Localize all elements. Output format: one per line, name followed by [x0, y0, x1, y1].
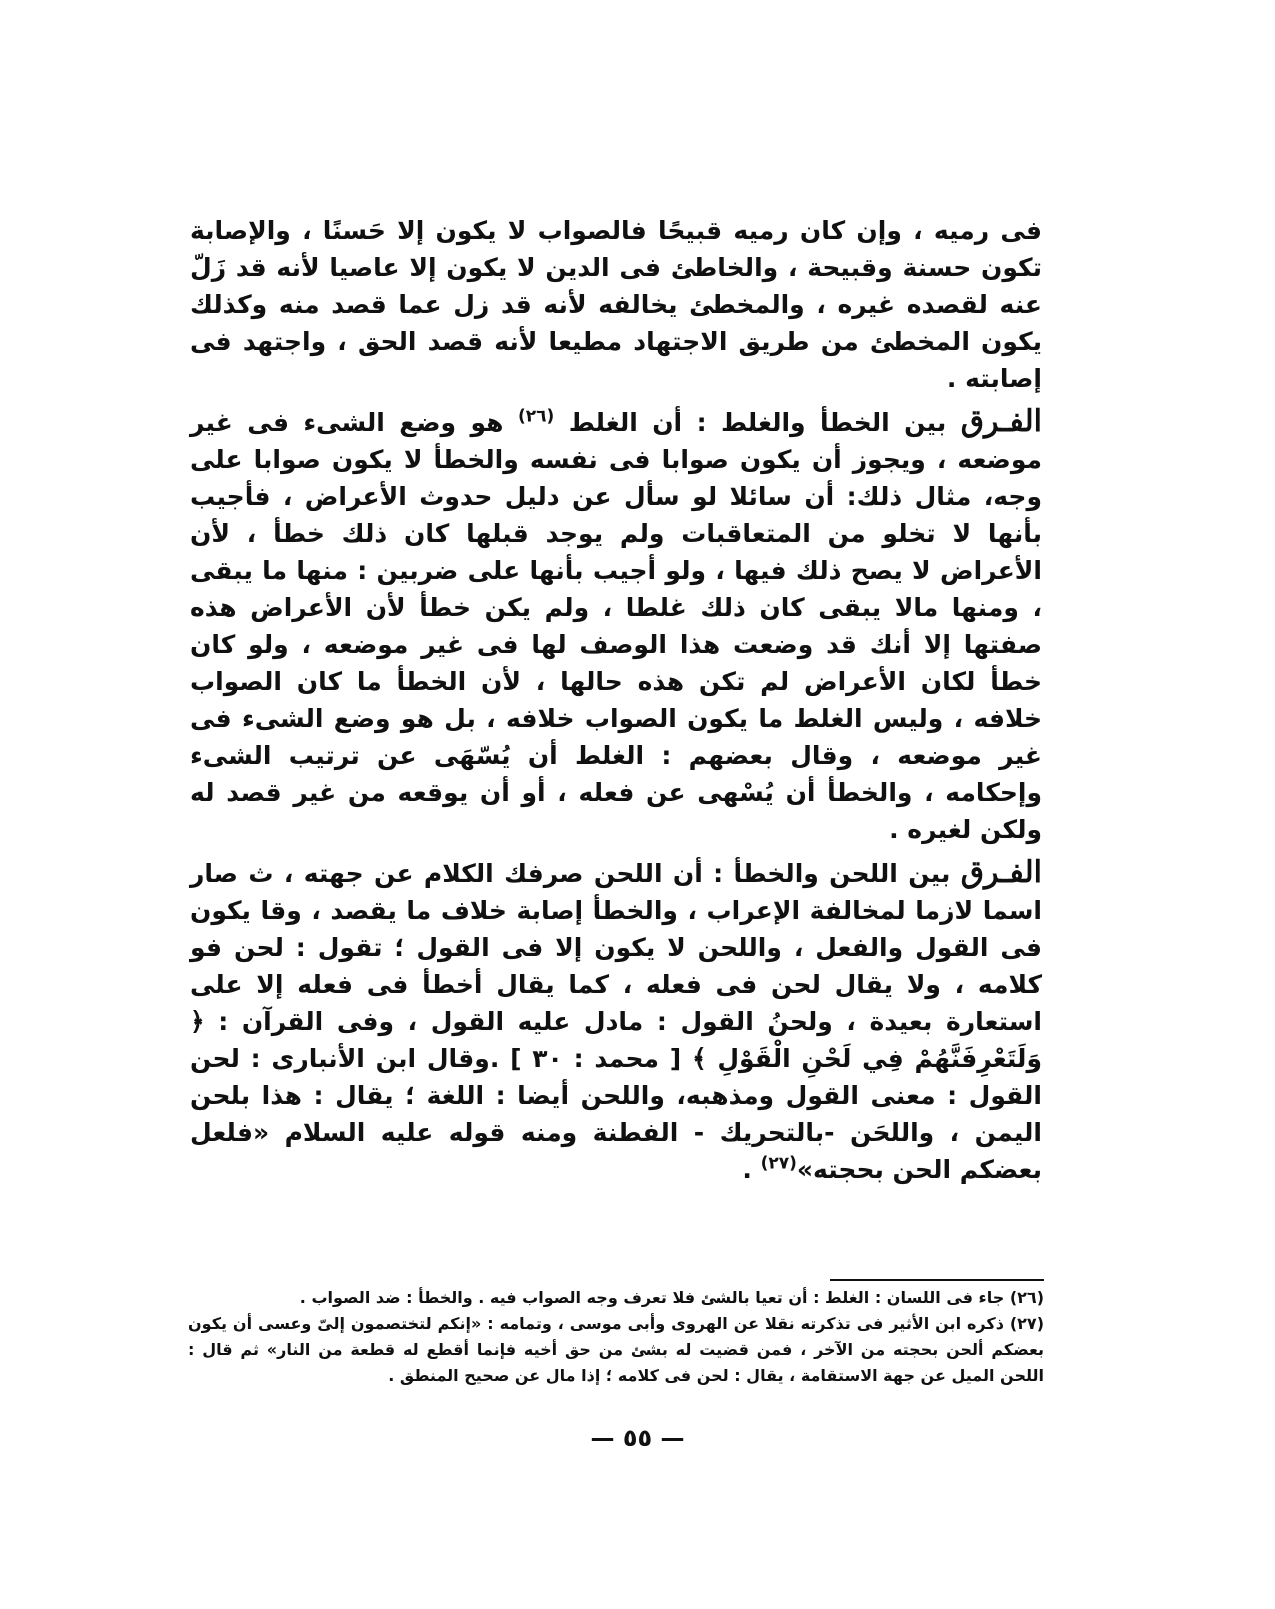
footnote-ref-26[interactable]: (٢٦) [517, 406, 555, 427]
paragraph-1 [190, 212, 1042, 397]
paragraph-3-end: . [742, 1155, 761, 1184]
section-term-difference-2: الفـرق [960, 855, 1042, 890]
paragraph-3-text: أن اللحن صرفك الكلام عن جهته ، ث صار اسما لازما لمخالفة الإعراب ، والخطأ إصابة خلاف ما يقصد ، وقا يكون فى القول والفعل ، واللحن لا يكون إلا فى القول ؛ تقول : لحن فو كلامه ، ولا يقال لحن فى فعله ، كما يقال أخطأ فى فعله إلا على استعارة بعيدة ، ولحنُ القول : مادل عليه القول ، وفى القرآن : ﴿ وَلَتَعْرِفَنَّهُمْ فِي لَحْنِ الْقَوْلِ ﴾ [ محمد : ٣٠ ] .وقال ابن الأنبارى : لحن القول : معنى القول ومذهبه، واللحن أيضا : اللغة ؛ يقال : هذا بلحن اليمن ، واللحَن -بالتحريك - الفطنة ومنه قوله عليه السلام «فلعل بعضكم الحن بحجته» [190, 859, 1042, 1184]
section-heading-error-vs-mistake: بين الخطأ والغلط : [682, 408, 961, 437]
section-term-difference: الفـرق [960, 404, 1042, 439]
paragraph-3 [190, 854, 1042, 1188]
paragraph-2-text: هو وضع الشىء فى غير موضعه ، ويجوز أن يكون صوابا فى نفسه والخطأ لا يكون صوابا على وجه، مثال ذلك: أن سائلا لو سأل عن دليل حدوث الأعراض ، فأجيب بأنها لا تخلو من المتعاقبات ولم يوجد قبلها كان ذلك خطأ ، لأن الأعراض لا يصح ذلك فيها ، ولو أجيب بأنها على ضربين : منها ما يبقى ، ومنها مالا يبقى كان ذلك غلطا ، ولم يكن خطأ لأن الأعراض هذه صفتها إلا أنك قد وضعت هذا الوصف لها فى غير موضعه ، ولو كان خطأ لكان الأعراض لم تكن هذه حالها ، لأن الخطأ ما كان الصواب خلافه ، وليس الغلط ما يكون الصواب خلافه ، بل هو وضع الشىء فى غير موضعه ، وقال بعضهم : الغلط أن يُسّهَى عن ترتيب الشىء وإحكامه ، والخطأ أن يُسْهى عن فعله ، أو أن يوقعه من غير قصد له ولكن لغيره . [190, 408, 1042, 844]
footnotes [188, 1285, 1044, 1389]
section-heading-lahn-vs-error: بين اللحن والخطأ : [702, 859, 961, 888]
footnote-26: (٢٦) جاء فى اللسان : الغلط : أن تعيا بالشئ فلا تعرف وجه الصواب فيه . والخطأ : ضد الصواب . [299, 1288, 1044, 1307]
footnote-ref-27[interactable]: (٢٧) [760, 1153, 797, 1174]
page-number: — ٥٥ — [590, 1424, 685, 1452]
footnote-27: (٢٧) ذكره ابن الأثير فى تذكرته نقلا عن الهروى وأبى موسى ، وتمامه : «إنكم لتختصمون إلىّ وعسى أن يكون بعضكم ألحن بحجته من الآخر ، فمن قضيت له بشئ من حق أخيه فإنما أقطع له قطعة من النار» ثم قال : اللحن الميل عن جهة الاستقامة ، يقال : لحن فى كلامه ؛ إذا مال عن صحيح المنطق . [188, 1314, 1044, 1385]
paragraph-2 [190, 403, 1042, 848]
footnote-divider [830, 1279, 1044, 1281]
paragraph-1-text: فى رميه ، وإن كان رميه قبيحًا فالصواب لا يكون إلا حَسنًا ، والإصابة تكون حسنة وقبيحة ، والخاطئ فى الدين لا يكون إلا عاصيا لأنه قد زَلّ عنه لقصده غيره ، والمخطئ يخالفه لأنه قد زل عما قصد منه وكذلك يكون المخطئ من طريق الاجتهاد مطيعا لأنه قصد الحق ، واجتهد فى إصابته . [190, 216, 1042, 393]
main-text [190, 212, 1042, 1188]
paragraph-2-intro: أن الغلط [568, 408, 683, 437]
